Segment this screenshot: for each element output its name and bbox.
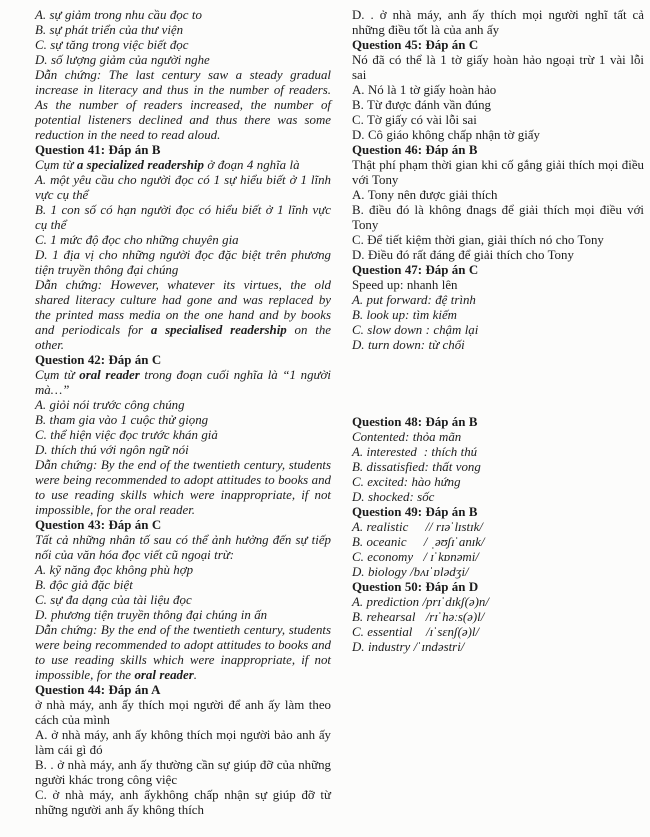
text-run: on the other. (35, 323, 331, 352)
question-header (352, 263, 644, 278)
text-run: D. shocked: sốc (352, 490, 435, 504)
text-run: A. một yêu cầu cho người đọc có 1 sự hiểu biết ở 1 lĩnh vực cụ thể (35, 173, 331, 202)
paragraph (352, 293, 644, 308)
paragraph (352, 550, 644, 565)
text-run: C. ở nhà máy, anh ấykhông chấp nhận sự giúp đỡ từ những người anh ấy không thích (35, 788, 331, 817)
text-run: B. điều đó là không đnags để giải thích mọi điều với Tony (352, 203, 644, 232)
question-header (352, 415, 644, 430)
text-run: C. slow down : chậm lại (352, 323, 479, 337)
paragraph (352, 188, 644, 203)
text-run: a specialised readership (150, 323, 287, 337)
paragraph (35, 203, 331, 233)
paragraph (35, 233, 331, 248)
column-left (35, 8, 331, 837)
text-run: C. Tờ giấy có vài lỗi sai (352, 113, 477, 127)
paragraph (352, 98, 644, 113)
text-run: Cụm từ (35, 158, 77, 172)
text-run: C. 1 mức độ đọc cho những chuyên gia (35, 233, 239, 247)
paragraph (352, 158, 644, 188)
text-run: Question 49: Đáp án B (352, 505, 478, 519)
text-run: D. số lượng giảm của người nghe (35, 53, 210, 67)
paragraph (35, 413, 331, 428)
paragraph (352, 338, 644, 353)
text-run: Nó đã có thể là 1 tờ giấy hoàn hảo ngoại trừ 1 vài lỗi sai (352, 53, 644, 82)
text-run: C. sự đa dạng của tài liệu đọc (35, 593, 192, 607)
text-run: A. put forward: đệ trình (352, 293, 476, 307)
paragraph (35, 158, 331, 173)
text-run: . (193, 668, 197, 682)
text-run: Question 41: Đáp án B (35, 143, 161, 157)
paragraph (35, 68, 331, 143)
paragraph (35, 578, 331, 593)
text-run: B. sự phát triển của thư viện (35, 23, 184, 37)
text-run: Thật phí phạm thời gian khi cố gắng giải thích mọi điều với Tony (352, 158, 644, 187)
text-run: A. giỏi nói trước công chúng (35, 398, 185, 412)
question-header (35, 353, 331, 368)
text-run: A. kỹ năng đọc không phù hợp (35, 563, 194, 577)
text-run: B. . ở nhà máy, anh ấy thường cần sự giúp đỡ của những người khác trong công việc (35, 758, 331, 787)
text-run: B. oceanic / ˌəʊʃɪˈanɪk/ (352, 535, 485, 549)
paragraph (35, 173, 331, 203)
text-run: D. industry /ˈɪndəstri/ (352, 640, 465, 654)
text-run: Tất cả những nhân tố sau có thể ảnh hưởng đến sự tiếp nối của văn hóa đọc viết cũ ngoại trừ: (35, 533, 331, 562)
text-run: A. Nó là 1 tờ giấy hoàn hảo (352, 83, 497, 97)
paragraph (352, 610, 644, 625)
text-run: A. prediction /prɪˈdɪkʃ(ə)n/ (352, 595, 489, 609)
text-run: C. essential /ɪˈsɛnʃ(ə)l/ (352, 625, 480, 639)
question-header (352, 143, 644, 158)
paragraph (35, 428, 331, 443)
text-run: B. dissatisfied: thất vong (352, 460, 481, 474)
text-run: D. Cô giáo không chấp nhận tờ giấy (352, 128, 540, 142)
text-run: D. turn down: từ chối (352, 338, 465, 352)
paragraph (35, 533, 331, 563)
paragraph (35, 728, 331, 758)
paragraph (352, 625, 644, 640)
paragraph (352, 640, 644, 655)
paragraph (35, 248, 331, 278)
text-run: C. Để tiết kiệm thời gian, giải thích nó cho Tony (352, 233, 604, 247)
text-run: C. economy / ɪˈkɒnəmi/ (352, 550, 479, 564)
question-header (352, 505, 644, 520)
text-run: C. excited: hào hứng (352, 475, 461, 489)
text-run: D. 1 địa vị cho những người đọc đặc biệt trên phương tiện truyền thông đại chúng (35, 248, 331, 277)
paragraph (35, 23, 331, 38)
text-run: oral reader (79, 368, 140, 382)
text-run: Question 44: Đáp án A (35, 683, 161, 697)
paragraph (35, 53, 331, 68)
text-run: D. phương tiện truyền thông đại chúng in ấn (35, 608, 268, 622)
paragraph (35, 458, 331, 518)
paragraph (352, 475, 644, 490)
text-run: A. sự giảm trong nhu cầu đọc to (35, 8, 202, 22)
paragraph (352, 128, 644, 143)
text-run: Contented: thỏa mãn (352, 430, 462, 444)
text-run: C. sự tăng trong việc biết đọc (35, 38, 189, 52)
text-run: ở nhà máy, anh ấy thích mọi người để anh ấy làm theo cách của mình (35, 698, 331, 727)
paragraph (352, 535, 644, 550)
text-run: Question 48: Đáp án B (352, 415, 478, 429)
text-run: ở đoạn 4 nghĩa là (203, 158, 300, 172)
paragraph (35, 398, 331, 413)
text-run: B. rehearsal /rɪˈhəːs(ə)l/ (352, 610, 485, 624)
paragraph (352, 520, 644, 535)
text-run: B. 1 con số có hạn người đọc có hiểu biết ở 1 lĩnh vực cụ thể (35, 203, 331, 232)
paragraph (35, 443, 331, 458)
paragraph (352, 323, 644, 338)
text-run: Dẫn chứng: By the end of the twentieth century, students were being recommended to adopt attitudes to books and to use reading skills which were inappropriate, if not impossible, for the oral reader. (35, 458, 331, 517)
text-run: Cụm từ (35, 368, 80, 382)
text-run: D. Điều đó rất đáng để giải thích cho Tony (352, 248, 574, 262)
text-run: D. . ở nhà máy, anh ấy thích mọi người nghĩ tất cả những điều tốt là của anh ấy (352, 8, 644, 37)
text-run: B. look up: tìm kiếm (352, 308, 457, 322)
paragraph (352, 233, 644, 248)
paragraph (352, 595, 644, 610)
paragraph (35, 788, 331, 818)
text-run: a specialized readership (76, 158, 204, 172)
paragraph (35, 593, 331, 608)
text-run: Dẫn chứng: By the end of the twentieth century, students were being recommended to adopt attitudes to books and to use reading skills which were inappropriate, if not impossible, for the (35, 623, 331, 682)
paragraph (352, 248, 644, 263)
text-run: A. Tony nên được giải thích (352, 188, 498, 202)
text-run: Question 43: Đáp án C (35, 518, 162, 532)
text-run: Question 46: Đáp án B (352, 143, 478, 157)
paragraph (352, 83, 644, 98)
question-header (352, 38, 644, 53)
text-run: oral reader (134, 668, 194, 682)
paragraph (35, 623, 331, 683)
text-run: Dẫn chứng: However, whatever its virtues, the old shared literacy culture had gone and was replaced by the printed mass media on the one hand and by books and periodicals for (35, 278, 331, 337)
text-run: Speed up: nhanh lên (352, 278, 458, 292)
paragraph (352, 203, 644, 233)
paragraph (352, 53, 644, 83)
text-run: Question 45: Đáp án C (352, 38, 479, 52)
paragraph (352, 113, 644, 128)
text-run: trong đoạn cuối nghĩa là “1 người mà…” (35, 368, 332, 397)
text-run: A. interested : thích thú (352, 445, 478, 459)
text-run: Question 42: Đáp án C (35, 353, 162, 367)
text-run: Dẫn chứng: The last century saw a steady gradual increase in literacy and thus in the number of readers. As the number of readers increased, the number of potential listeners declined and thus there was some reduction in the need to read aloud. (35, 68, 331, 142)
paragraph (35, 8, 331, 23)
paragraph (35, 698, 331, 728)
paragraph (35, 38, 331, 53)
text-run: D. biology /bʌɪˈɒlədʒi/ (352, 565, 469, 579)
text-run: Question 50: Đáp án D (352, 580, 479, 594)
paragraph (35, 563, 331, 578)
paragraph (35, 608, 331, 623)
paragraph (352, 8, 644, 38)
paragraph (352, 278, 644, 293)
paragraph (352, 460, 644, 475)
paragraph (35, 758, 331, 788)
text-run: D. thích thú với ngôn ngữ nói (35, 443, 189, 457)
text-run: B. tham gia vào 1 cuộc thử giọng (35, 413, 209, 427)
text-run: A. realistic // rɪəˈlɪstɪk/ (352, 520, 483, 534)
paragraph (352, 490, 644, 505)
paragraph (35, 368, 331, 398)
paragraph (352, 565, 644, 580)
question-header (35, 518, 331, 533)
paragraph (352, 430, 644, 445)
paragraph (352, 308, 644, 323)
text-run: B. Từ được đánh vần đúng (352, 98, 491, 112)
paragraph (352, 445, 644, 460)
text-run: B. độc giả đặc biệt (35, 578, 133, 592)
text-run: Question 47: Đáp án C (352, 263, 479, 277)
text-run: C. thể hiện việc đọc trước khán giả (35, 428, 218, 442)
question-header (352, 580, 644, 595)
question-header (35, 143, 331, 158)
paragraph (35, 278, 331, 353)
text-run: A. ở nhà máy, anh ấy không thích mọi người bảo anh ấy làm cái gì đó (35, 728, 331, 757)
column-right (352, 8, 644, 837)
question-header (35, 683, 331, 698)
